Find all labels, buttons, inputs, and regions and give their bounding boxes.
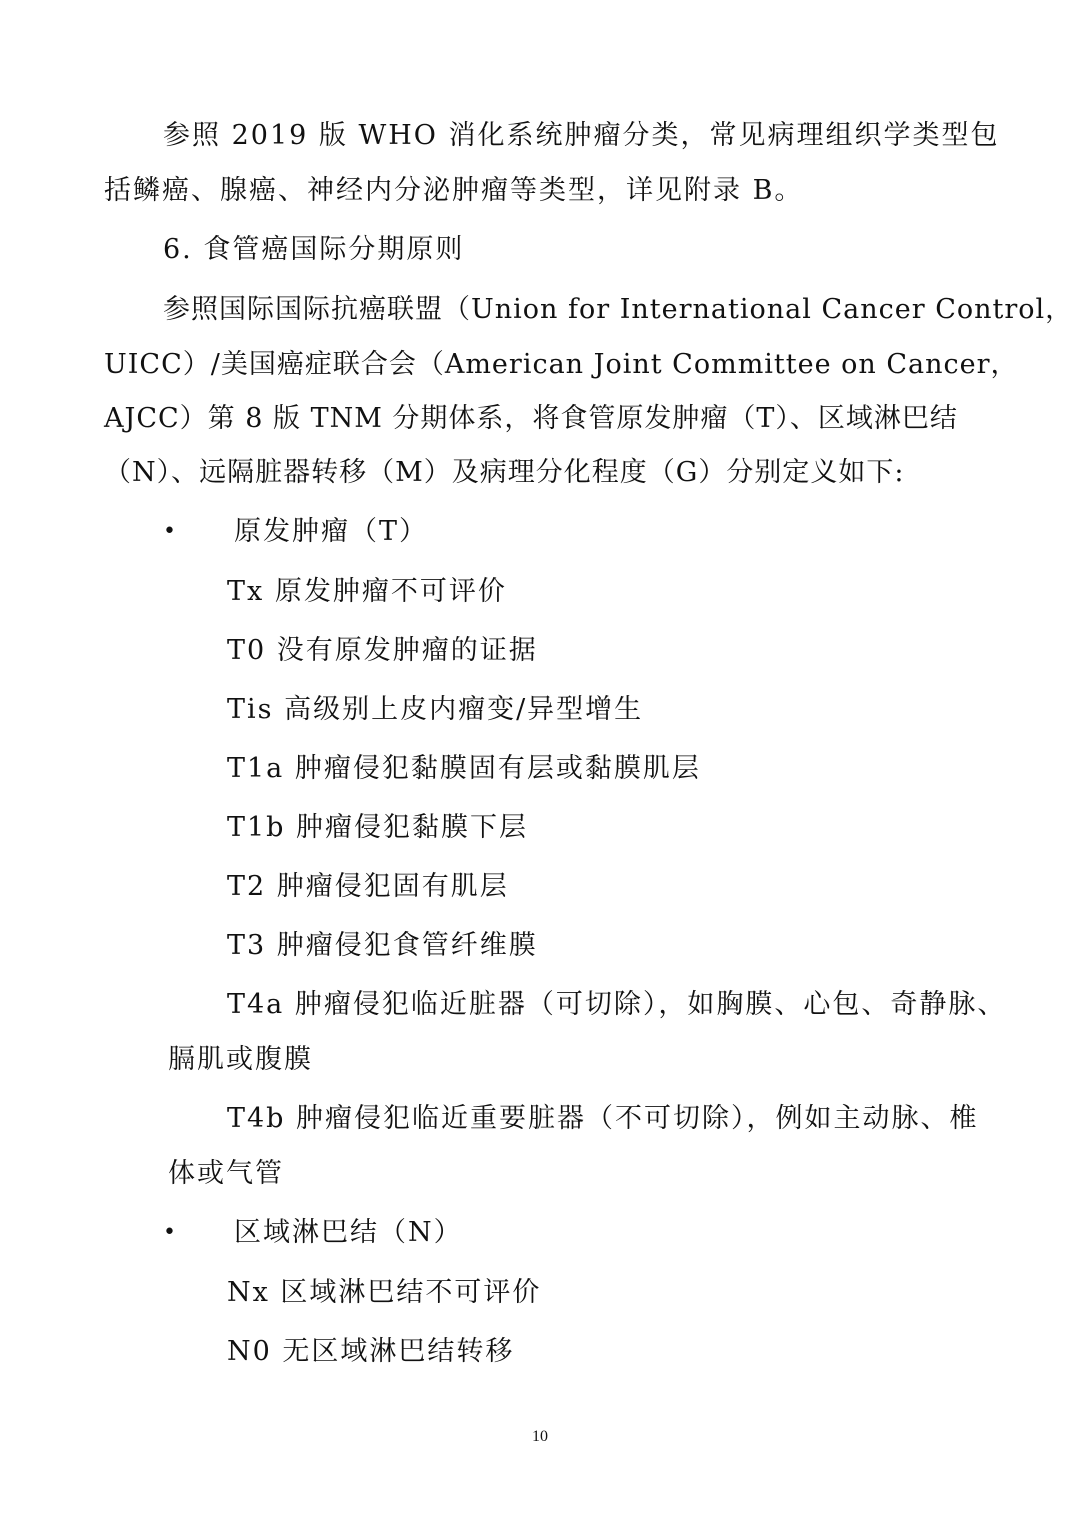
t-item: Tx 原发肿瘤不可评价 <box>227 576 507 607</box>
bullet-marker: • <box>163 519 176 544</box>
paragraph-1-line-1: 参照 2019 版 WHO 消化系统肿瘤分类，常见病理组织学类型包 <box>163 120 1000 151</box>
n-item: Nx 区域淋巴结不可评价 <box>227 1277 542 1308</box>
t4b-line-1: T4b 肿瘤侵犯临近重要脏器（不可切除），例如主动脉、椎 <box>227 1103 979 1134</box>
paragraph-1-line-2: 括鳞癌、腺癌、神经内分泌肿瘤等类型，详见附录 B。 <box>104 175 804 206</box>
t-item: T3 肿瘤侵犯食管纤维膜 <box>227 930 538 961</box>
paragraph-2-line-1: 参照国际国际抗癌联盟（Union for International Cancer Control， <box>163 294 1074 325</box>
paragraph-2-line-3: AJCC）第 8 版 TNM 分期体系，将食管原发肿瘤（T）、区域淋巴结 <box>104 403 958 434</box>
paragraph-2-line-4: （N）、远隔脏器转移（M）及病理分化程度（G）分别定义如下: <box>104 457 905 488</box>
t-item: Tis 高级别上皮内瘤变/异型增生 <box>227 694 644 725</box>
t-item: T0 没有原发肿瘤的证据 <box>227 635 538 666</box>
bullet-title-regional-lymph-nodes: 区域淋巴结（N） <box>234 1217 463 1248</box>
n-item: N0 无区域淋巴结转移 <box>227 1336 515 1367</box>
t4a-line-1: T4a 肿瘤侵犯临近脏器（可切除），如胸膜、心包、奇静脉、 <box>227 989 1007 1020</box>
section-heading: 6. 食管癌国际分期原则 <box>163 234 465 265</box>
t-item: T1a 肿瘤侵犯黏膜固有层或黏膜肌层 <box>227 753 701 784</box>
t4b-line-2: 体或气管 <box>168 1158 284 1189</box>
bullet-title-primary-tumor: 原发肿瘤（T） <box>234 516 429 547</box>
t4a-line-2: 膈肌或腹膜 <box>168 1044 313 1075</box>
t-item: T2 肿瘤侵犯固有肌层 <box>227 871 509 902</box>
bullet-marker: • <box>163 1220 176 1245</box>
t-item: T1b 肿瘤侵犯黏膜下层 <box>227 812 529 843</box>
paragraph-2-line-2: UICC）/美国癌症联合会（American Joint Committee on Cancer， <box>104 349 1019 380</box>
page-number: 10 <box>532 1428 548 1445</box>
